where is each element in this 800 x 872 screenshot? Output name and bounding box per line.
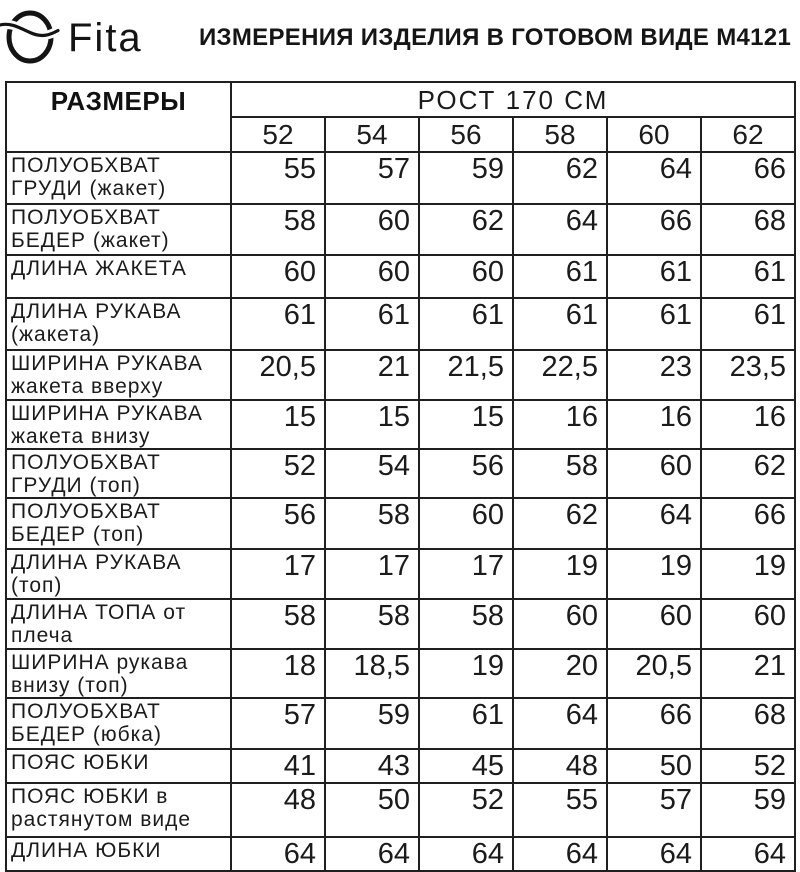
measurement-value: 22,5 [513,350,607,400]
measurement-value: 50 [325,783,419,837]
measurement-value: 58 [325,498,419,549]
measurement-value: 57 [607,783,701,837]
measurement-label: ПОЯС ЮБКИ [6,749,231,783]
measurement-value: 48 [513,749,607,783]
measurement-value: 64 [701,837,795,871]
measurement-value: 66 [607,698,701,749]
size-column-header: 52 [231,117,325,152]
measurement-value: 66 [701,498,795,549]
measurement-value: 16 [607,400,701,449]
measurement-value: 59 [325,698,419,749]
measurement-value: 18,5 [325,649,419,698]
measurement-label: ПОЛУОБХВАТ БЕДЕР (топ) [6,498,231,549]
size-column-header: 60 [607,117,701,152]
measurement-value: 52 [231,449,325,498]
measurement-value: 60 [419,498,513,549]
measurement-value: 64 [513,837,607,871]
measurement-value: 58 [513,449,607,498]
measurement-value: 61 [419,698,513,749]
measurement-row [6,350,795,400]
measurement-value: 57 [231,698,325,749]
measurement-value: 19 [419,649,513,698]
measurement-row [6,400,795,449]
measurement-value: 15 [231,400,325,449]
measurement-value: 18 [231,649,325,698]
measurement-value: 17 [325,549,419,599]
measurement-value: 64 [325,837,419,871]
measurement-value: 15 [419,400,513,449]
measurement-value: 61 [701,298,795,350]
measurement-value: 61 [607,298,701,350]
measurement-value: 45 [419,749,513,783]
measurement-label: ПОЛУОБХВАТ ГРУДИ (топ) [6,449,231,498]
measurement-value: 64 [419,837,513,871]
measurement-label: ПОЯС ЮБКИ в растянутом виде [6,783,231,837]
measurement-value: 61 [607,255,701,298]
measurement-value: 66 [701,152,795,204]
measurement-value: 60 [607,599,701,649]
measurement-row [6,698,795,749]
measurement-value: 20,5 [607,649,701,698]
measurement-row [6,837,795,871]
measurement-row [6,783,795,837]
brand-logo [0,4,160,66]
page-title: ИЗМЕРЕНИЯ ИЗДЕЛИЯ В ГОТОВОМ ВИДЕ М4121 [199,24,792,51]
measurement-value: 17 [231,549,325,599]
measurement-value: 41 [231,749,325,783]
measurement-row [6,498,795,549]
measurement-value: 64 [607,498,701,549]
measurement-value: 20,5 [231,350,325,400]
measurement-value: 62 [701,449,795,498]
measurement-value: 58 [325,599,419,649]
fita-logo-icon [0,4,160,66]
measurement-label: ПОЛУОБХВАТ БЕДЕР (юбка) [6,698,231,749]
measurement-value: 61 [701,255,795,298]
measurement-value: 48 [231,783,325,837]
measurement-label: ШИРИНА рукава внизу (топ) [6,649,231,698]
measurement-value: 56 [231,498,325,549]
brand-name-text: Fita [68,16,143,60]
measurement-value: 61 [325,298,419,350]
measurement-value: 64 [607,152,701,204]
measurement-value: 60 [513,599,607,649]
measurement-value: 60 [607,449,701,498]
measurement-value: 23,5 [701,350,795,400]
measurement-value: 62 [513,152,607,204]
measurement-value: 55 [231,152,325,204]
measurement-value: 52 [701,749,795,783]
measurement-value: 66 [607,204,701,255]
measurement-value: 50 [607,749,701,783]
measurement-value: 60 [701,599,795,649]
measurement-label: ДЛИНА РУКАВА (топ) [6,549,231,599]
measurement-value: 64 [513,204,607,255]
measurement-value: 54 [325,449,419,498]
measurement-value: 58 [231,204,325,255]
measurement-label: ПОЛУОБХВАТ БЕДЕР (жакет) [6,204,231,255]
measurement-value: 43 [325,749,419,783]
measurement-value: 58 [419,599,513,649]
measurement-label: ДЛИНА РУКАВА (жакета) [6,298,231,350]
measurement-row [6,152,795,204]
measurement-label: ДЛИНА ЖАКЕТА [6,255,231,298]
measurement-value: 61 [513,298,607,350]
measurement-value: 19 [607,549,701,599]
measurement-value: 60 [231,255,325,298]
measurement-row [6,204,795,255]
table-body [6,152,795,871]
measurement-value: 62 [513,498,607,549]
measurement-value: 15 [325,400,419,449]
measurement-value: 55 [513,783,607,837]
size-column-header: 54 [325,117,419,152]
measurement-label: ДЛИНА ЮБКИ [6,837,231,871]
measurement-value: 16 [701,400,795,449]
size-column-header: 62 [701,117,795,152]
measurement-value: 64 [231,837,325,871]
size-column-header: 58 [513,117,607,152]
measurement-value: 61 [231,298,325,350]
sizes-corner-header: РАЗМЕРЫ [6,82,231,152]
measurement-value: 21,5 [419,350,513,400]
measurement-value: 52 [419,783,513,837]
measurement-row [6,449,795,498]
measurement-value: 23 [607,350,701,400]
measurement-row [6,649,795,698]
measurement-label: ШИРИНА РУКАВА жакета внизу [6,400,231,449]
measurement-value: 61 [513,255,607,298]
measurement-label: ДЛИНА ТОПА от плеча [6,599,231,649]
measurement-value: 60 [325,255,419,298]
measurements-table [5,81,796,872]
height-group-header: РОСТ 170 СМ [231,82,795,117]
measurement-row [6,749,795,783]
measurement-row [6,255,795,298]
measurement-label: ШИРИНА РУКАВА жакета вверху [6,350,231,400]
measurement-value: 21 [325,350,419,400]
measurement-value: 17 [419,549,513,599]
measurement-value: 64 [513,698,607,749]
measurement-value: 59 [701,783,795,837]
measurement-value: 21 [701,649,795,698]
measurement-value: 16 [513,400,607,449]
size-column-header: 56 [419,117,513,152]
measurement-row [6,549,795,599]
measurement-value: 58 [231,599,325,649]
measurement-row [6,599,795,649]
measurement-value: 56 [419,449,513,498]
measurement-value: 62 [419,204,513,255]
measurement-value: 20 [513,649,607,698]
measurement-value: 57 [325,152,419,204]
measurement-value: 60 [419,255,513,298]
measurement-value: 19 [513,549,607,599]
measurement-value: 59 [419,152,513,204]
measurement-label: ПОЛУОБХВАТ ГРУДИ (жакет) [6,152,231,204]
measurement-value: 61 [419,298,513,350]
measurement-value: 19 [701,549,795,599]
measurement-value: 64 [607,837,701,871]
measurement-value: 68 [701,698,795,749]
table-header-row [6,82,795,117]
measurement-value: 68 [701,204,795,255]
measurement-row [6,298,795,350]
measurement-value: 60 [325,204,419,255]
